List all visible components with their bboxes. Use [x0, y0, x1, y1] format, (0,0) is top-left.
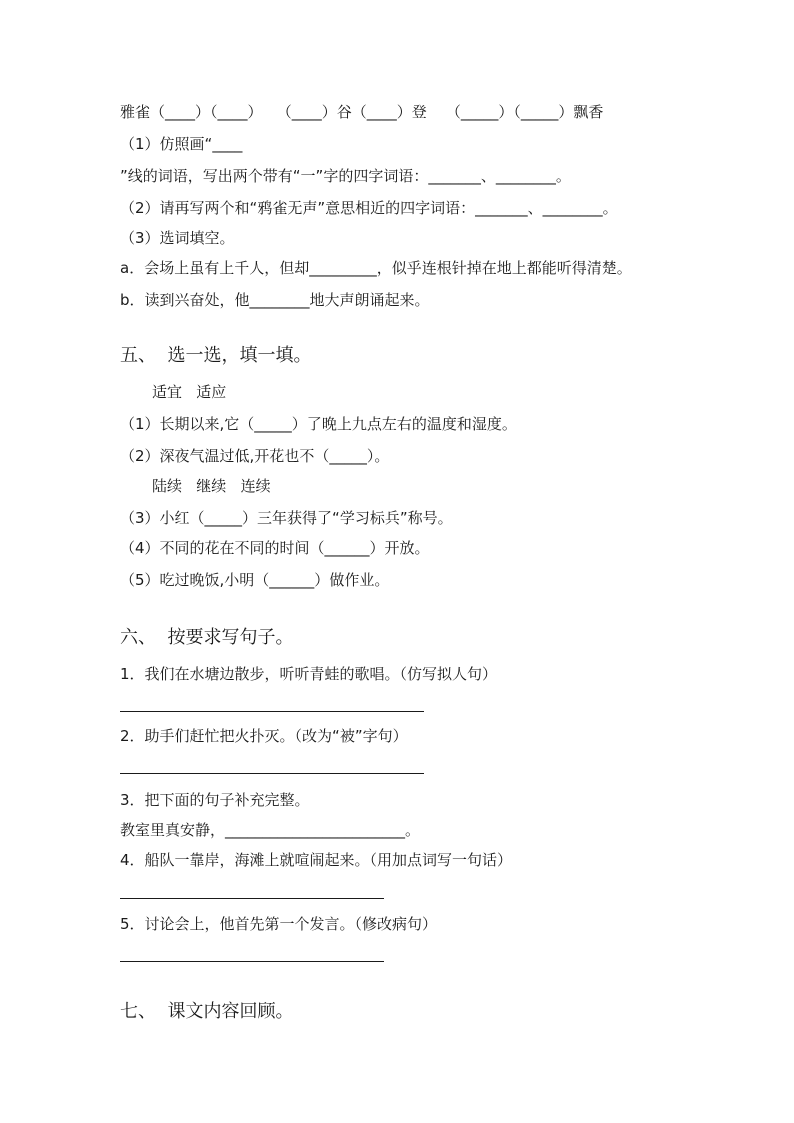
question-4-1-line-1: （1）仿照画“____	[120, 135, 243, 153]
answer-line-6-2[interactable]	[120, 773, 424, 774]
question-6-4: 4．船队一靠岸，海滩上就喧闹起来。（用加点词写一句话）	[120, 851, 513, 869]
question-6-1: 1．我们在水塘边散步，听听青蛙的歌唱。（仿写拟人句）	[120, 665, 498, 683]
answer-line-6-5[interactable]	[120, 961, 384, 962]
word-choice-group-1: 适宜 适应	[152, 383, 227, 401]
question-4-3: （3）选词填空。	[120, 229, 235, 247]
word-fill-row: 雅雀（____）（____） （____）谷（____）登 （_____）（_____）飘香	[120, 103, 604, 121]
section-5-heading: 五、 选一选，填一填。	[120, 345, 312, 366]
question-6-3-sentence: 教室里真安静，________________________。	[120, 821, 421, 839]
question-4-2: （2）请再写两个和“鸦雀无声”意思相近的四字词语：_______、________。	[120, 199, 618, 217]
question-5-3: （3）小红（_____）三年获得了“学习标兵”称号。	[120, 509, 453, 527]
answer-line-6-1[interactable]	[120, 711, 424, 712]
question-5-2: （2）深夜气温过低,开花也不（_____）。	[120, 447, 390, 465]
question-4-1-line-2: ”线的词语，写出两个带有“一”字的四字词语：_______、________。	[120, 167, 571, 185]
section-6-heading: 六、 按要求写句子。	[120, 627, 294, 648]
question-6-5: 5．讨论会上，他首先第一个发言。（修改病句）	[120, 915, 438, 933]
word-choice-group-2: 陆续 继续 连续	[152, 477, 271, 495]
question-4-3-b: b．读到兴奋处，他________地大声朗诵起来。	[120, 291, 430, 309]
question-5-4: （4）不同的花在不同的时间（______）开放。	[120, 539, 430, 557]
section-7-heading: 七、 课文内容回顾。	[120, 1001, 294, 1022]
question-6-2: 2．助手们赶忙把火扑灭。（改为“被”字句）	[120, 727, 408, 745]
question-5-5: （5）吃过晚饭,小明（______）做作业。	[120, 571, 390, 589]
question-5-1: （1）长期以来,它（_____）了晚上九点左右的温度和湿度。	[120, 415, 517, 433]
question-4-3-a: a．会场上虽有上千人，但却_________，似乎连根针掉在地上都能听得清楚。	[120, 259, 632, 277]
question-6-3: 3．把下面的句子补充完整。	[120, 791, 310, 809]
answer-line-6-4[interactable]	[120, 898, 384, 899]
